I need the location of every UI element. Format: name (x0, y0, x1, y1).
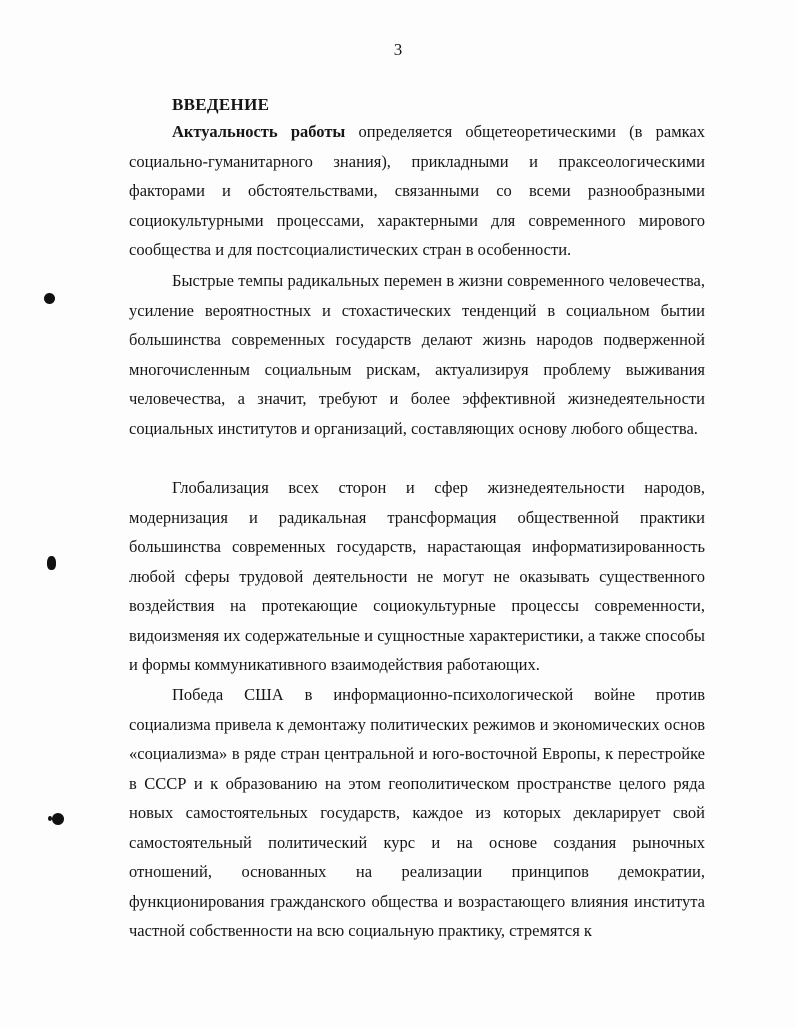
paragraph-relevance (129, 117, 705, 265)
page-number: 3 (393, 40, 403, 59)
paragraph-rapid-change: Быстрые темпы радикальных перемен в жизни современного человечества, усиление вероятностных и стохастических тенденций в социальном бытии большинства современных государств делают жизнь народов подверженной многочисленным социальным рискам, актуализируя проблему выживания человечества, а значит, требуют и более эффективной жизнедеятельности социальных институтов и организаций, составляющих основу любого общества. (129, 271, 705, 438)
binding-hole-mark (47, 556, 56, 570)
binding-hole-mark (52, 813, 64, 825)
section-heading: ВВЕДЕНИЕ (172, 95, 270, 114)
paragraph-globalization: Глобализация всех сторон и сфер жизнедеятельности народов, модернизация и радикальная трансформация общественной практики большинства современных государств, нарастающая информатизированность любой сферы трудовой деятельности не могут не оказывать существенного воздействия на протекающие социокультурные процессы современности, видоизменяя их содержательные и сущностные характеристики, а также способы и формы коммуникативного взаимодействия работающих. (129, 478, 705, 674)
paragraph-text: определяется общетеоретическими (в рамках социально-гуманитарного знания), прикладными и праксеологическими факторами и обстоятельствами, связанными со всеми разнообразными социокультурными процессами, характерными для современного мирового сообщества и для постсоциалистических стран в особенности. (129, 122, 705, 259)
binding-hole-mark (44, 293, 55, 304)
paragraph-usa-victory: Победа США в информационно-психологической войне против социализма привела к демонтажу политических режимов и экономических основ «социализма» в ряде стран центральной и юго-восточной Европы, к перестройке в СССР и к образованию на этом геополитическом пространстве целого ряда новых самостоятельных государств, каждое из которых декларирует свой самостоятельный политический курс и на основе создания рыночных отношений, основанных на реализации принципов демократии, функционирования гражданского общества и возрастающего влияния института частной собственности на всю социальную практику, стремятся к (129, 685, 705, 940)
paragraph-lead-term: Актуальность работы (172, 122, 346, 141)
